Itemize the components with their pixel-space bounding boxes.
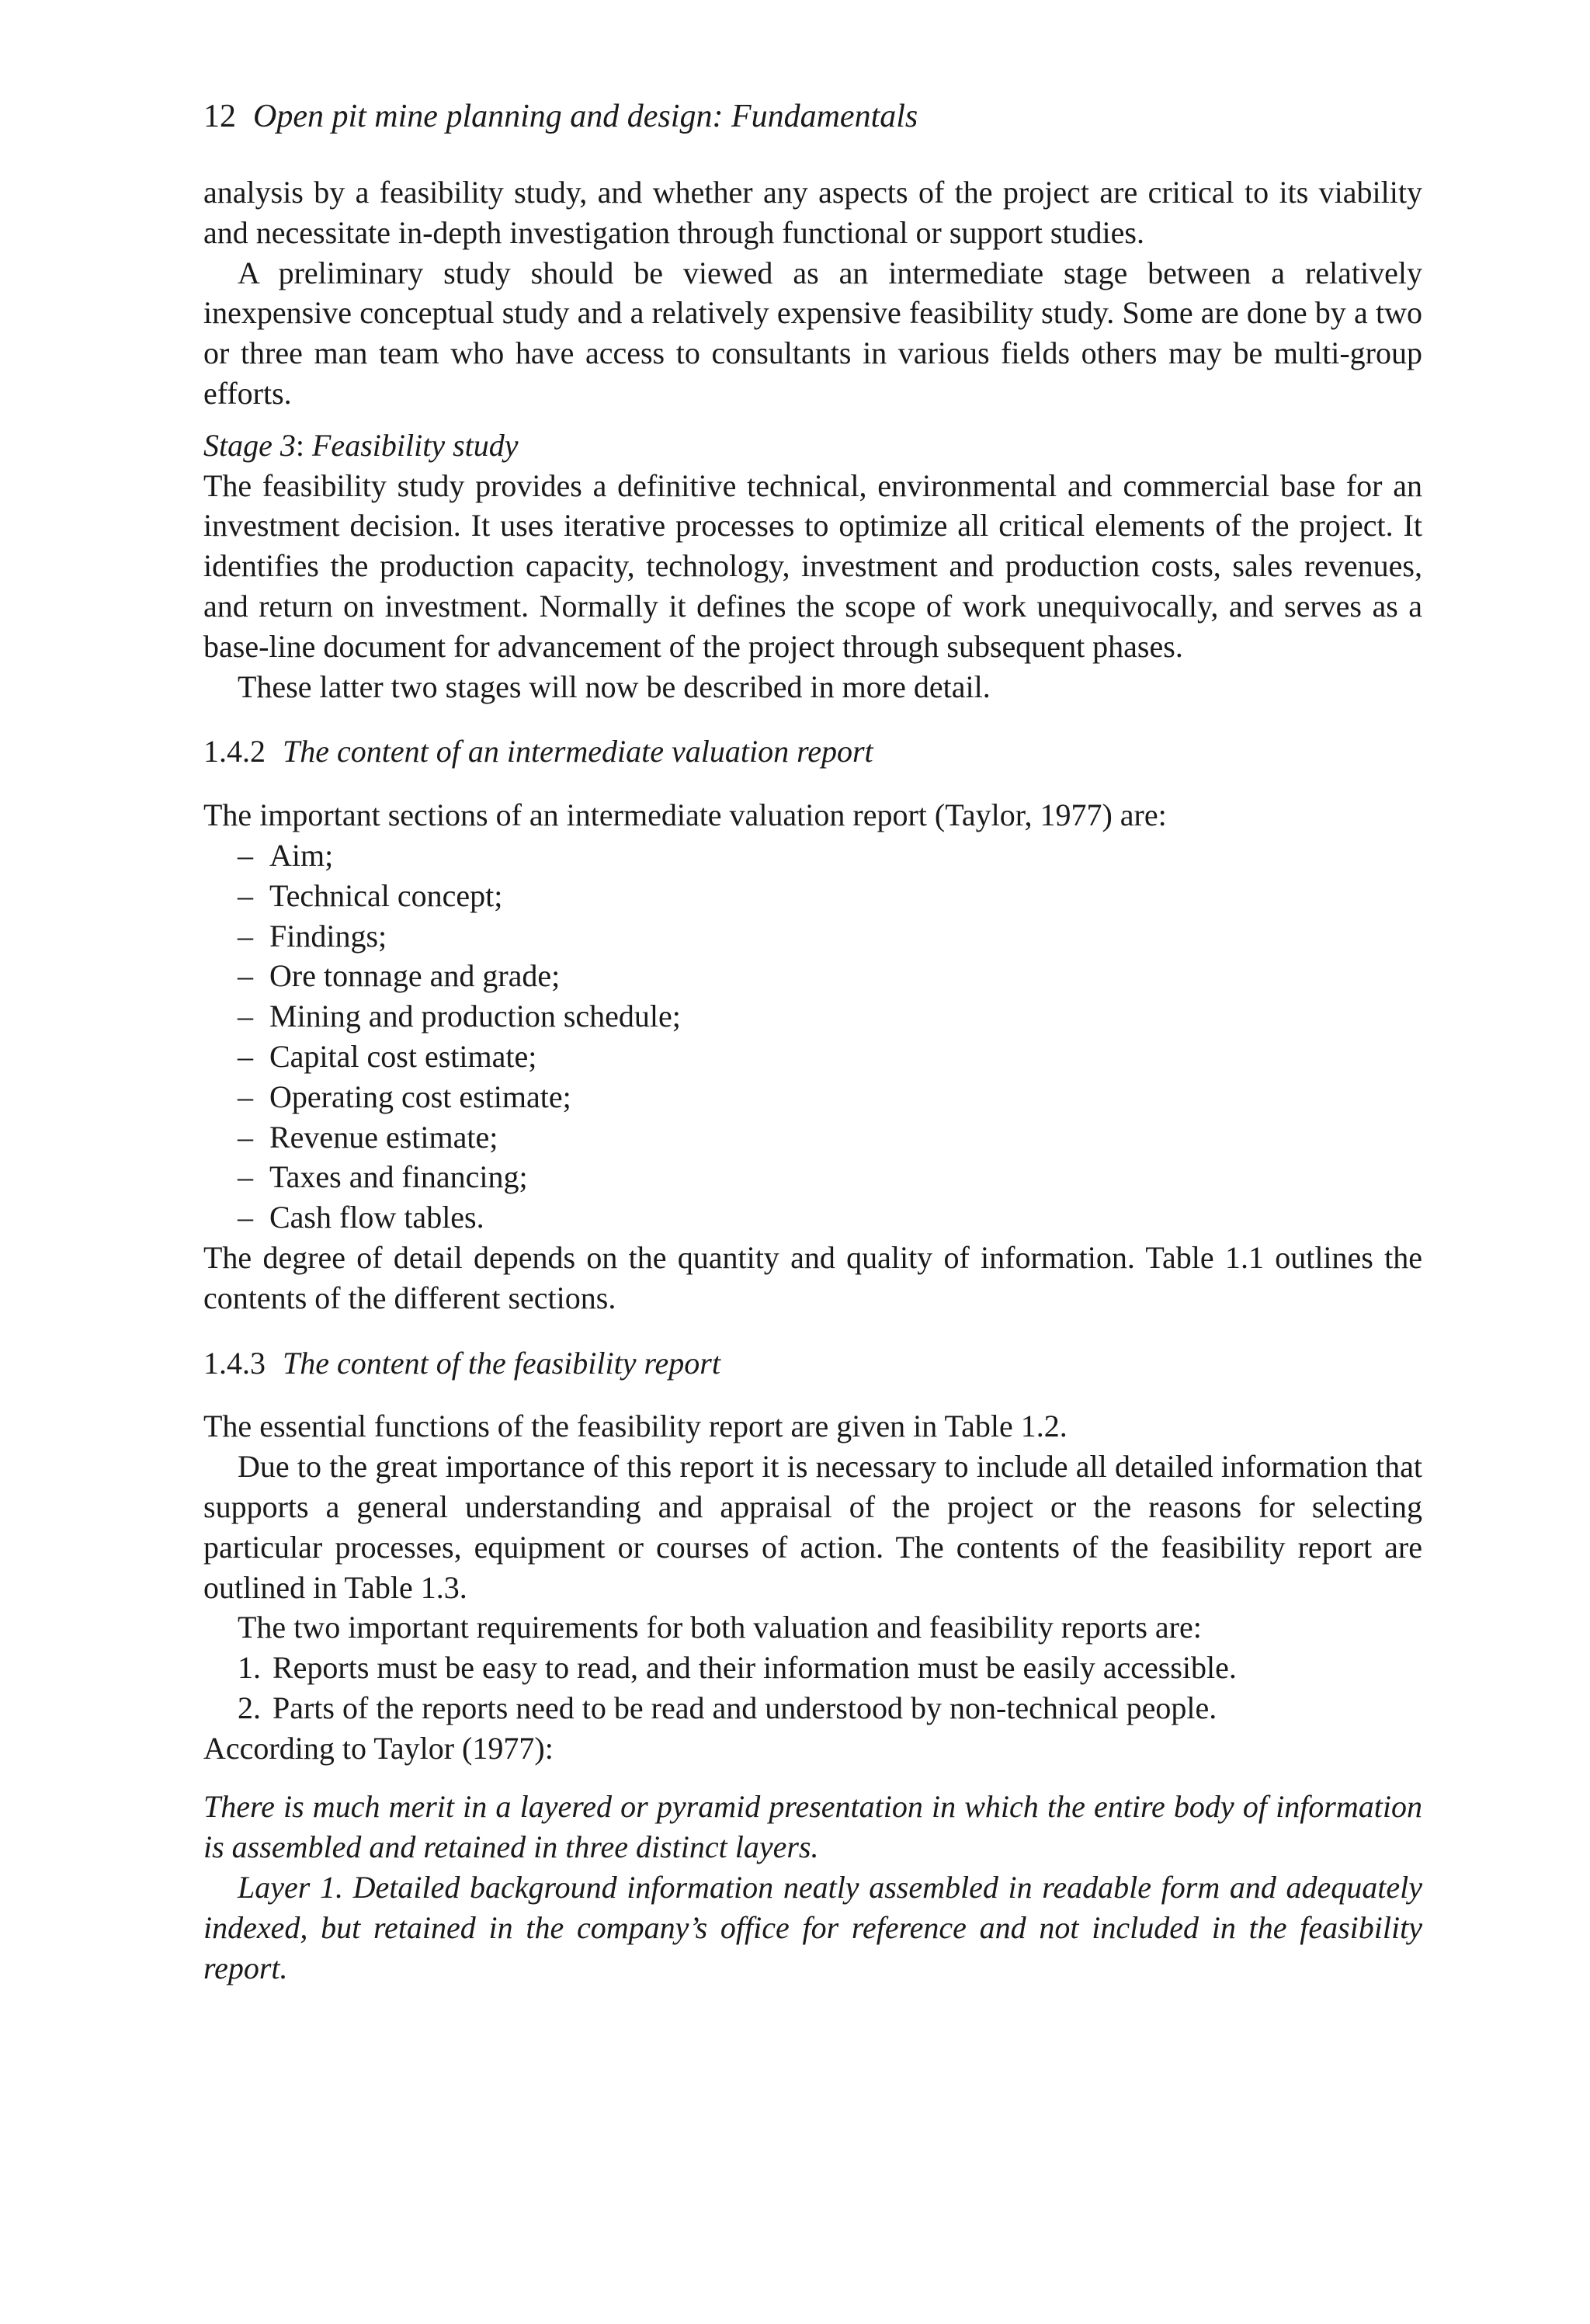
requirements-list: [203, 1648, 1422, 1728]
stage3-heading: [203, 426, 1422, 466]
dash-marker: –: [238, 999, 253, 1034]
paragraph-preliminary-study: A preliminary study should be viewed as an intermediate stage between a relatively inexpensive conceptual study and a relatively expensive feasibility study. Some are done by a two or three man team who have access to consultants in various fields others may be multi-group efforts.: [203, 255, 1422, 411]
list-item: – Operating cost estimate;: [203, 1077, 1422, 1117]
quote-layered-presentation: There is much merit in a layered or pyramid presentation in which the entire body of information is assembled and retained in three distinct layers.: [203, 1789, 1422, 1865]
section-number: 1.4.2: [203, 734, 266, 769]
dash-marker: –: [238, 837, 253, 873]
page-body: [203, 172, 1422, 1988]
list-item: – Capital cost estimate;: [203, 1037, 1422, 1077]
list-item: – Revenue estimate;: [203, 1117, 1422, 1158]
paragraph-valuation-intro: The important sections of an intermediate valuation report (Taylor, 1977) are:: [203, 797, 1167, 833]
list-item: 1. Reports must be easy to read, and their information must be easily accessible.: [203, 1648, 1422, 1688]
section-title: The content of the feasibility report: [283, 1345, 720, 1381]
paragraph-according-to-taylor: According to Taylor (1977):: [203, 1730, 554, 1766]
dash-marker: –: [238, 877, 253, 913]
stage3-separator: :: [295, 427, 312, 463]
running-header: [203, 95, 918, 138]
list-item: – Findings;: [203, 916, 1422, 957]
dash-marker: –: [238, 1079, 253, 1114]
list-item: – Taxes and financing;: [203, 1157, 1422, 1197]
list-number: 1.: [238, 1650, 261, 1686]
section-heading-1-4-2: [203, 731, 1422, 772]
list-item: – Mining and production schedule;: [203, 996, 1422, 1037]
dash-marker: –: [238, 1038, 253, 1074]
paragraph-requirements-intro: The two important requirements for both valuation and feasibility reports are:: [238, 1610, 1202, 1645]
list-item: – Ore tonnage and grade;: [203, 956, 1422, 996]
book-subtitle: : Fundamentals: [712, 99, 918, 134]
list-number: 2.: [238, 1690, 261, 1725]
quote-layer-1: Layer 1. Detailed background information neatly assembled in readable form and adequately indexed, but retained in the company’s office for reference and not included in the feasibility report.: [203, 1870, 1422, 1985]
stage3-label: Stage 3: [203, 427, 296, 463]
section-heading-1-4-3: [203, 1343, 1422, 1384]
paragraph-importance: Due to the great importance of this report it is necessary to include all detailed information that supports a general understanding and appraisal of the project or the reasons for selecting particular processes, equipment or courses of action. The contents of the feasibility report are outlined in Table 1.3.: [203, 1449, 1422, 1605]
stage3-title: Feasibility study: [312, 427, 519, 463]
list-item: – Aim;: [203, 835, 1422, 876]
paragraph-continuation: analysis by a feasibility study, and whether any aspects of the project are critical to its viability and necessitate in-depth investigation through functional or support studies.: [203, 175, 1422, 250]
paragraph-essential-functions: The essential functions of the feasibility report are given in Table 1.2.: [203, 1409, 1068, 1444]
paragraph-feasibility-study: The feasibility study provides a definitive technical, environmental and commercial base for an investment decision. It uses iterative processes to optimize all critical elements of the project. It identifies the production capacity, technology, investment and production costs, sales revenues, and return on investment. Normally it defines the scope of work unequivocally, and serves as a base-line document for advancement of the project through subsequent phases.: [203, 467, 1422, 664]
valuation-sections-list: [203, 835, 1422, 1238]
page-number: 12: [203, 99, 236, 134]
section-number: 1.4.3: [203, 1345, 266, 1381]
section-title: The content of an intermediate valuation report: [283, 734, 873, 769]
dash-marker: –: [238, 1119, 253, 1155]
dash-marker: –: [238, 958, 253, 994]
list-item: – Technical concept;: [203, 876, 1422, 916]
list-item: – Cash flow tables.: [203, 1197, 1422, 1238]
book-title: Open pit mine planning and design: [253, 99, 713, 134]
dash-marker: –: [238, 1200, 253, 1235]
paragraph-degree-of-detail: The degree of detail depends on the quantity and quality of information. Table 1.1 outlines the contents of the different sections.: [203, 1239, 1422, 1315]
dash-marker: –: [238, 918, 253, 954]
list-item: 2. Parts of the reports need to be read and understood by non-technical people.: [203, 1688, 1422, 1728]
paragraph-latter-stages: These latter two stages will now be described in more detail.: [238, 669, 991, 704]
dash-marker: –: [238, 1159, 253, 1195]
